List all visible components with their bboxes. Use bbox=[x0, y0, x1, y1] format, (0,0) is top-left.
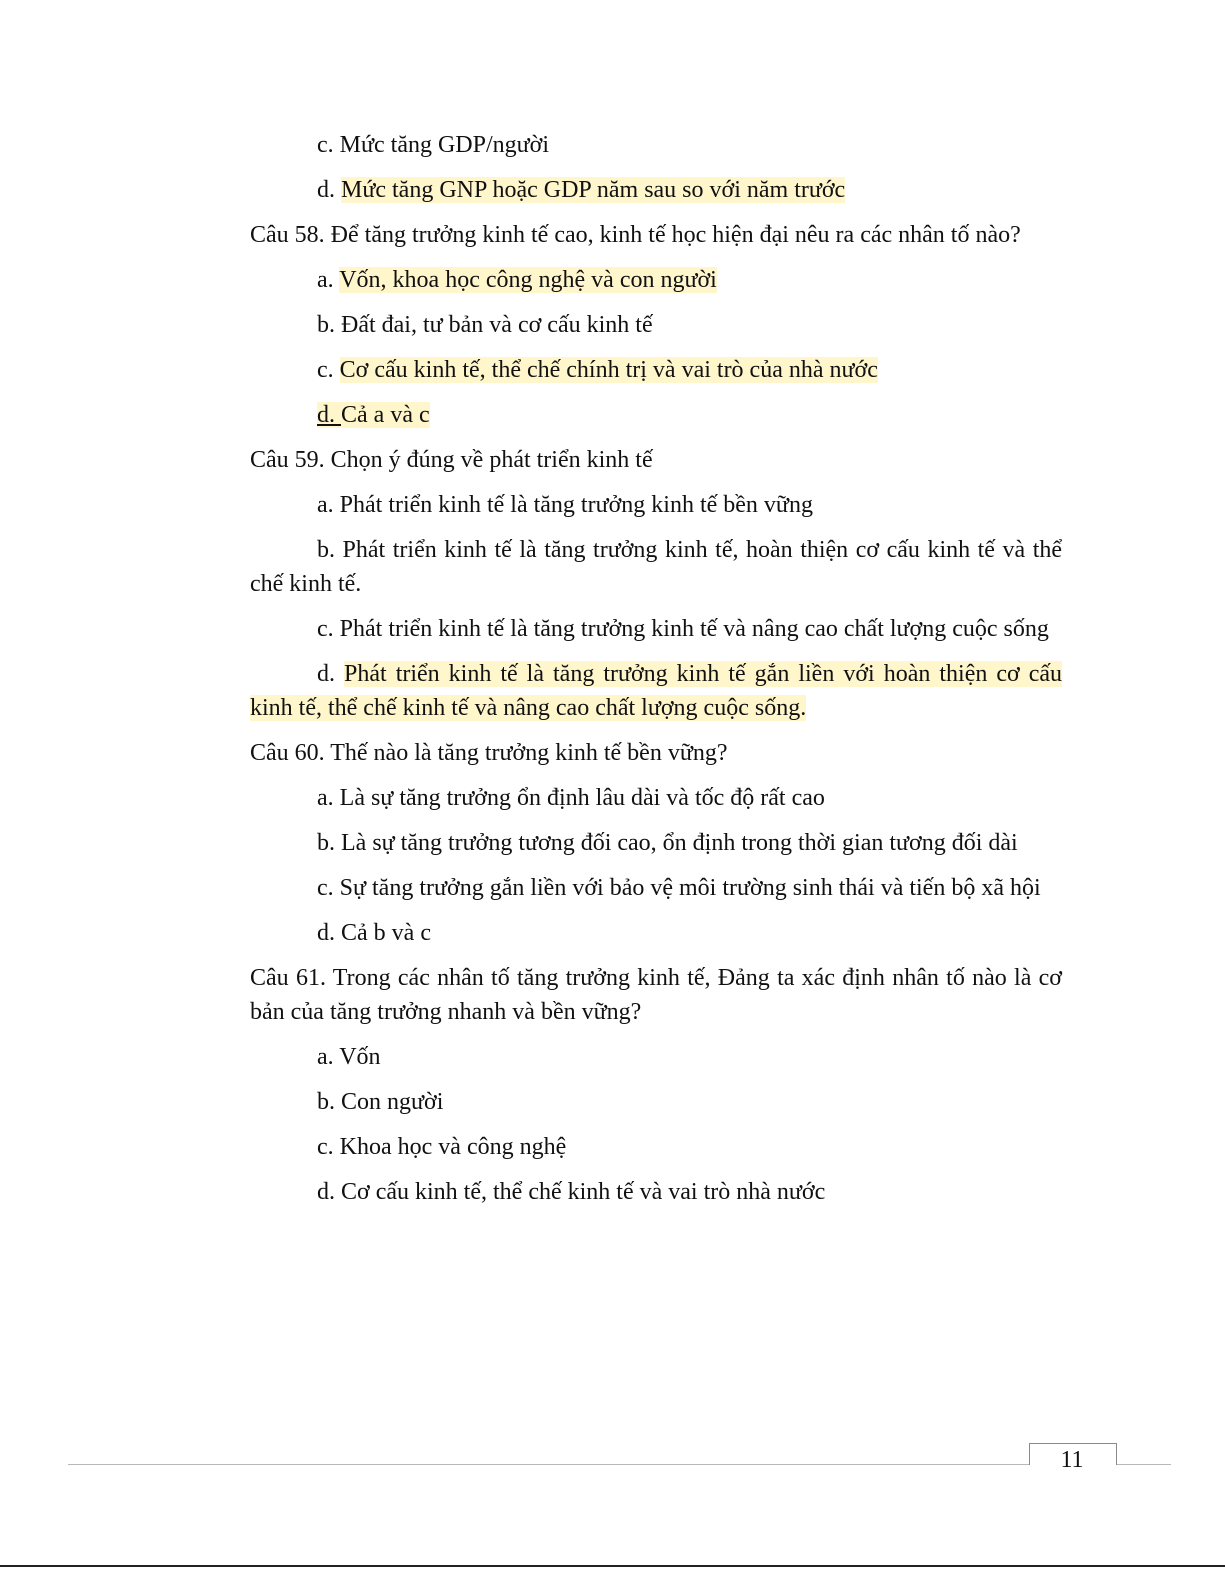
option-letter: b. bbox=[317, 830, 341, 856]
answer-option bbox=[250, 916, 1062, 950]
option-text: Phát triển kinh tế là tăng trưởng kinh tế, hoàn thiện cơ cấu kinh tế và thể chế kinh tế. bbox=[250, 537, 1063, 597]
option-letter: d. bbox=[317, 1179, 341, 1205]
option-text: Cơ cấu kinh tế, thể chế chính trị và vai trò của nhà nước bbox=[339, 357, 878, 383]
answer-option bbox=[250, 871, 1062, 905]
option-letter: c. bbox=[317, 132, 340, 158]
option-letter: b. bbox=[317, 312, 341, 338]
answer-option bbox=[250, 781, 1062, 815]
option-text: Mức tăng GNP hoặc GDP năm sau so với năm trước bbox=[341, 177, 846, 203]
answer-option bbox=[250, 1130, 1062, 1164]
option-letter: c. bbox=[317, 1134, 340, 1160]
option-text: Vốn, khoa học công nghệ và con người bbox=[339, 267, 717, 293]
answer-option bbox=[250, 398, 1062, 432]
question-line bbox=[250, 218, 1062, 252]
option-letter: a. bbox=[317, 785, 340, 811]
option-letter: b. bbox=[317, 1089, 341, 1115]
option-text: Đất đai, tư bản và cơ cấu kinh tế bbox=[341, 312, 653, 338]
option-letter: d. bbox=[317, 402, 341, 428]
question-text: Câu 60. Thế nào là tăng trưởng kinh tế bền vững? bbox=[250, 740, 728, 766]
question-text: Câu 59. Chọn ý đúng về phát triển kinh tế bbox=[250, 447, 653, 473]
answer-option bbox=[250, 612, 1062, 646]
option-text: Là sự tăng trưởng tương đối cao, ổn định trong thời gian tương đối dài bbox=[341, 830, 1018, 856]
question-line bbox=[250, 736, 1062, 770]
option-text: Phát triển kinh tế là tăng trưởng kinh tế và nâng cao chất lượng cuộc sống bbox=[339, 616, 1049, 642]
option-text: Phát triển kinh tế là tăng trưởng kinh tế bền vững bbox=[339, 492, 813, 518]
option-letter: c. bbox=[317, 616, 340, 642]
page-content bbox=[250, 128, 1062, 1220]
question-text: Câu 61. Trong các nhân tố tăng trưởng kinh tế, Đảng ta xác định nhân tố nào là cơ bản của tăng trưởng nhanh và bền vững? bbox=[250, 965, 1062, 1025]
answer-option bbox=[250, 173, 1062, 207]
option-text: Vốn bbox=[339, 1044, 381, 1070]
answer-option bbox=[250, 657, 1062, 725]
option-letter: a. bbox=[317, 492, 340, 518]
page-bottom-edge bbox=[0, 1565, 1225, 1567]
option-letter: d. bbox=[317, 920, 341, 946]
option-letter: b. bbox=[317, 537, 343, 563]
answer-option bbox=[250, 308, 1062, 342]
option-text: Cơ cấu kinh tế, thể chế kinh tế và vai trò nhà nước bbox=[341, 1179, 826, 1205]
option-text: Mức tăng GDP/người bbox=[339, 132, 550, 158]
answer-option bbox=[250, 488, 1062, 522]
question-text: Câu 58. Để tăng trưởng kinh tế cao, kinh tế học hiện đại nêu ra các nhân tố nào? bbox=[250, 222, 1021, 248]
option-text: Con người bbox=[341, 1089, 444, 1115]
answer-option bbox=[250, 263, 1062, 297]
option-text: Cả a và c bbox=[341, 402, 430, 428]
option-letter: a. bbox=[317, 267, 340, 293]
option-letter: c. bbox=[317, 875, 340, 901]
answer-option bbox=[250, 1085, 1062, 1119]
option-letter: a. bbox=[317, 1044, 340, 1070]
answer-option bbox=[250, 128, 1062, 162]
option-letter: c. bbox=[317, 357, 340, 383]
answer-option bbox=[250, 533, 1062, 601]
option-letter: d. bbox=[317, 661, 345, 687]
answer-option bbox=[250, 1040, 1062, 1074]
option-text: Khoa học và công nghệ bbox=[339, 1134, 567, 1160]
answer-option bbox=[250, 353, 1062, 387]
page-number: 11 bbox=[1060, 1447, 1084, 1473]
question-line bbox=[250, 961, 1062, 1029]
answer-option bbox=[250, 1175, 1062, 1209]
option-letter: d. bbox=[317, 177, 341, 203]
answer-option bbox=[250, 826, 1062, 860]
question-line bbox=[250, 443, 1062, 477]
option-text: Là sự tăng trưởng ổn định lâu dài và tốc độ rất cao bbox=[339, 785, 825, 811]
option-text: Cả b và c bbox=[341, 920, 431, 946]
footer-rule bbox=[68, 1464, 1171, 1465]
option-text: Phát triển kinh tế là tăng trưởng kinh tế gắn liền với hoàn thiện cơ cấu kinh tế, thể chế kinh tế và nâng cao chất lượng cuộc sống. bbox=[250, 661, 1063, 721]
option-text: Sự tăng trưởng gắn liền với bảo vệ môi trường sinh thái và tiến bộ xã hội bbox=[339, 875, 1041, 901]
